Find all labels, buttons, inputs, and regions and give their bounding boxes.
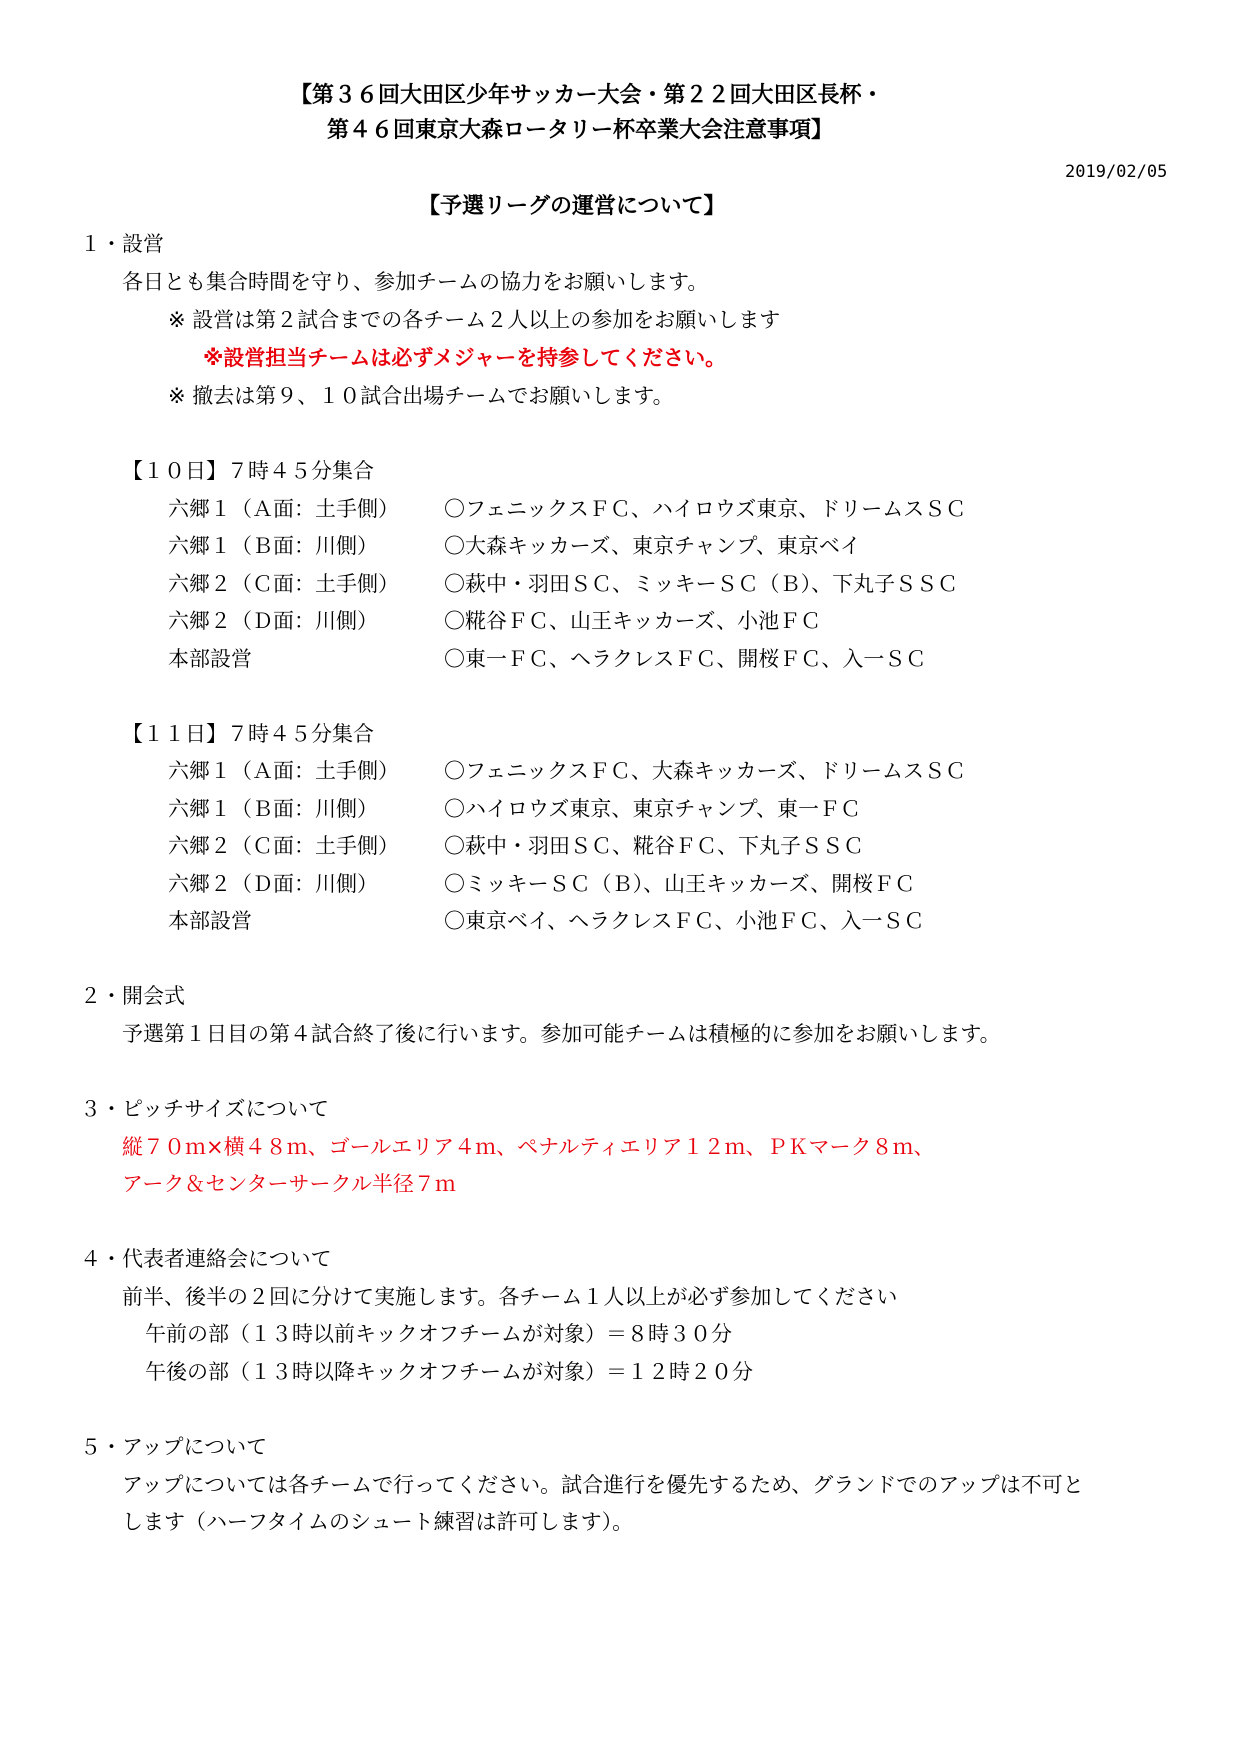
day11-place-1: 六郷１（Ａ面：土手側） xyxy=(168,759,399,783)
day11-heading: 【１１日】７時４５分集合 xyxy=(122,722,374,746)
day10-place-1: 六郷１（Ａ面：土手側） xyxy=(168,497,399,521)
section-2-body: 予選第１日目の第４試合終了後に行います。参加可能チームは積極的に参加をお願いします。 xyxy=(122,1022,1001,1046)
day10-teams-2: 〇大森キッカーズ、東京チャンプ、東京ベイ xyxy=(444,534,861,558)
day11-place-2: 六郷１（Ｂ面：川側） xyxy=(168,797,378,821)
day11-teams-3: 〇萩中・羽田ＳＣ、糀谷ＦＣ、下丸子ＳＳＣ xyxy=(444,834,864,858)
section-5-line-1: アップについては各チームで行ってください。試合進行を優先するため、グランドでのアップは不可と xyxy=(122,1473,1084,1497)
document-date: 2019/02/05 xyxy=(1065,162,1168,182)
section-1-note-1: ※ 設営は第２試合までの各チーム２人以上の参加をお願いします xyxy=(168,308,781,332)
title-line-1: 【第３６回大田区少年サッカー大会・第２２回大田区長杯・ xyxy=(290,83,884,108)
day10-place-5: 本部設営 xyxy=(168,647,252,671)
section-2-heading: ２・開会式 xyxy=(80,984,185,1008)
day10-teams-1: 〇フェニックスＦＣ、ハイロウズ東京、ドリームスＳＣ xyxy=(444,497,967,521)
section-title: 【予選リーグの運営について】 xyxy=(418,194,726,219)
title-line-2: 第４６回東京大森ロータリー杯卒業大会注意事項】 xyxy=(327,118,834,143)
day11-place-3: 六郷２（Ｃ面：土手側） xyxy=(168,834,399,858)
day11-teams-4: 〇ミッキーＳＣ（Ｂ）、山王キッカーズ、開桜ＦＣ xyxy=(444,872,916,896)
section-1-heading: １・設営 xyxy=(80,232,164,256)
section-5-line-2: します（ハーフタイムのシュート練習は許可します）。 xyxy=(122,1510,634,1534)
section-1-note-red: ※設営担当チームは必ずメジャーを持参してください。 xyxy=(203,346,727,370)
section-5-heading: ５・アップについて xyxy=(80,1435,268,1459)
day10-teams-4: 〇糀谷ＦＣ、山王キッカーズ、小池ＦＣ xyxy=(444,609,822,633)
section-3-heading: ３・ピッチサイズについて xyxy=(80,1097,330,1121)
meeting-afternoon: 午後の部（１３時以降キックオフチームが対象）＝１２時２０分 xyxy=(145,1360,753,1384)
section-4-body: 前半、後半の２回に分けて実施します。各チーム１人以上が必ず参加してください xyxy=(122,1285,898,1309)
section-4-heading: ４・代表者連絡会について xyxy=(80,1247,332,1271)
pitch-size-line-1: 縦７０ｍ×横４８ｍ、ゴールエリア４ｍ、ペナルティエリア１２ｍ、ＰＫマーク８ｍ、 xyxy=(122,1135,935,1159)
section-1-body: 各日とも集合時間を守り、参加チームの協力をお願いします。 xyxy=(122,270,709,294)
day11-teams-1: 〇フェニックスＦＣ、大森キッカーズ、ドリームスＳＣ xyxy=(444,759,967,783)
day10-place-3: 六郷２（Ｃ面：土手側） xyxy=(168,572,399,596)
day10-teams-3: 〇萩中・羽田ＳＣ、ミッキーＳＣ（Ｂ）、下丸子ＳＳＣ xyxy=(444,572,959,596)
day11-teams-2: 〇ハイロウズ東京、東京チャンプ、東一ＦＣ xyxy=(444,797,862,821)
day11-place-5: 本部設営 xyxy=(168,909,252,933)
day10-teams-5: 〇東一ＦＣ、ヘラクレスＦＣ、開桜ＦＣ、入一ＳＣ xyxy=(444,647,927,671)
section-1-note-2: ※ 撤去は第９、１０試合出場チームでお願いします。 xyxy=(168,384,674,408)
day10-heading: 【１０日】７時４５分集合 xyxy=(122,459,374,483)
meeting-morning: 午前の部（１３時以前キックオフチームが対象）＝８時３０分 xyxy=(145,1322,732,1346)
day10-place-4: 六郷２（Ｄ面：川側） xyxy=(168,609,378,633)
pitch-size-line-2: アーク＆センターサークル半径７ｍ xyxy=(122,1172,456,1196)
day10-place-2: 六郷１（Ｂ面：川側） xyxy=(168,534,378,558)
day11-teams-5: 〇東京ベイ、ヘラクレスＦＣ、小池ＦＣ、入一ＳＣ xyxy=(444,909,925,933)
day11-place-4: 六郷２（Ｄ面：川側） xyxy=(168,872,378,896)
